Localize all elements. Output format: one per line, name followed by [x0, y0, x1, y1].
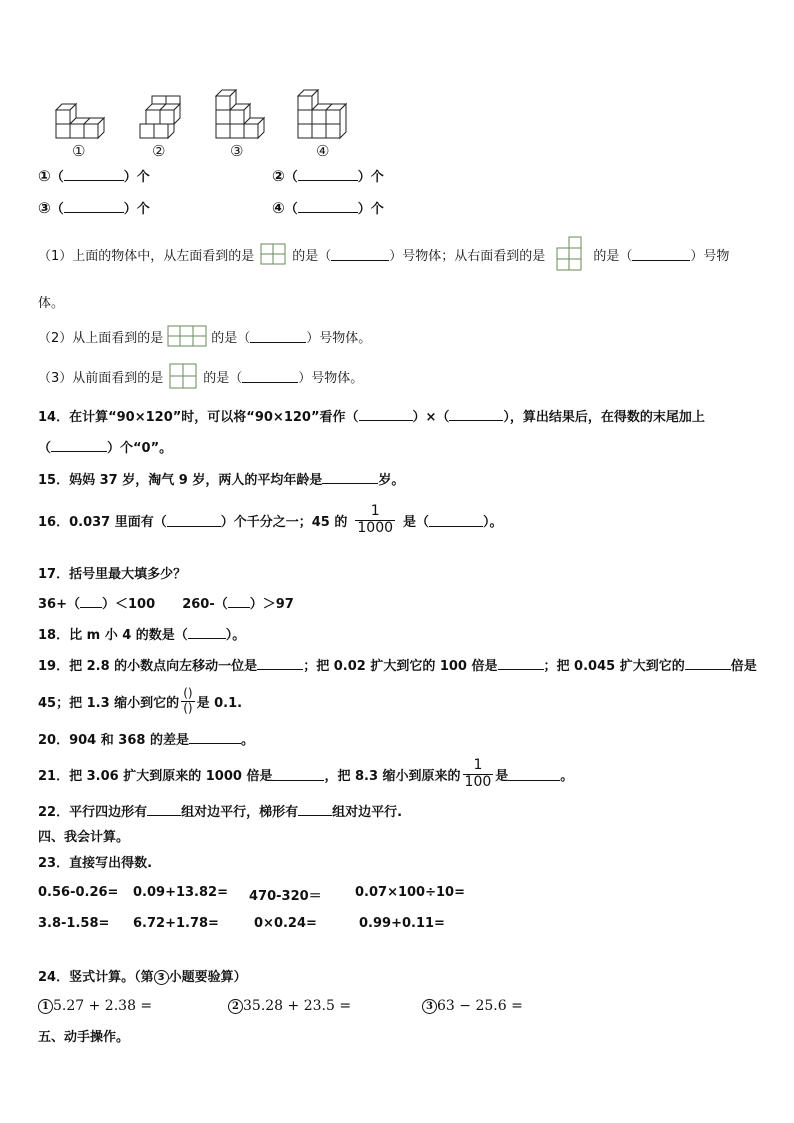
- answer-blank[interactable]: [685, 657, 731, 670]
- answer-blank[interactable]: [508, 768, 560, 781]
- answer-blank[interactable]: [272, 768, 324, 781]
- answer-blank[interactable]: [331, 248, 389, 261]
- section-4-heading: 四、我会计算。: [38, 830, 130, 845]
- answer-blank[interactable]: [80, 595, 102, 608]
- figure-label-1: ①: [72, 142, 86, 160]
- answer-blank[interactable]: [449, 408, 503, 421]
- fraction-1-1000: $\frac{1}{1000}$: [357, 503, 394, 536]
- cube-figure-2: [136, 92, 188, 142]
- cube-figure-1: [52, 96, 108, 142]
- views-question-3: （3）从前面看到的是 的是（ ）号物体。: [38, 362, 363, 390]
- views-question-1-cont: 体。: [38, 296, 65, 311]
- view-two-square-icon: [260, 243, 286, 265]
- figure-label-4: ④: [316, 142, 330, 160]
- answer-blank[interactable]: [498, 657, 544, 670]
- fraction-blank[interactable]: $\frac{()}{()}$: [183, 686, 193, 715]
- question-14: 14．在计算“90×120”时，可以将“90×120”看作（ ）×（ ），算出结果后，在得数的末尾加上: [38, 410, 705, 425]
- answer-blank[interactable]: [322, 471, 378, 484]
- calc-row-1-item-4: 0.07×100÷10=: [355, 885, 465, 900]
- circled-number: 1: [38, 999, 53, 1014]
- answer-blank[interactable]: [298, 168, 358, 181]
- question-21: 21．把 3.06 扩大到原来的 1000 倍是 ，把 8.3 缩小到原来的 $\frac{1}{100}$ 是 。: [38, 757, 574, 790]
- question-19-cont: 45；把 1.3 缩小到它的 $\frac{()}{()}$ 是 0.1.: [38, 686, 243, 715]
- view-top-icon: [167, 325, 207, 347]
- calc-row-1-item-1: 0.56-0.26=: [38, 885, 119, 900]
- question-17-items: 36+（ ）＜100 260-（ ）＞97: [38, 597, 294, 612]
- figure-label-3: ③: [230, 142, 244, 160]
- question-19: 19．把 2.8 的小数点向左移动一位是 ；把 0.02 扩大到它的 100 倍是 ；把 0.045 扩大到它的 倍是: [38, 659, 757, 674]
- calc-row-2-item-3: 0×0.24=: [254, 916, 317, 931]
- question-14-cont: （ ）个“0”。: [38, 441, 173, 456]
- answer-blank[interactable]: [64, 168, 124, 181]
- views-question-2: （2）从上面看到的是 的是（ ）号物体。: [38, 323, 371, 349]
- circled-number: 3: [154, 970, 169, 985]
- answer-blank[interactable]: [167, 514, 221, 527]
- answer-blank[interactable]: [242, 370, 298, 383]
- view-front-icon: [169, 363, 197, 389]
- answer-blank[interactable]: [228, 595, 250, 608]
- calc-row-2-item-1: 3.8-1.58=: [38, 916, 110, 931]
- calc-row-1-item-2: 0.09+13.82=: [133, 885, 228, 900]
- answer-blank[interactable]: [359, 408, 413, 421]
- count-row-2: ②（ ）个: [272, 167, 384, 185]
- answer-blank[interactable]: [188, 626, 226, 639]
- question-15: 15．妈妈 37 岁，淘气 9 岁，两人的平均年龄是 岁。: [38, 473, 405, 488]
- answer-blank[interactable]: [147, 803, 181, 816]
- question-18: 18．比 m 小 4 的数是（ ）。: [38, 628, 246, 643]
- circled-number: 2: [228, 999, 243, 1014]
- answer-blank[interactable]: [64, 200, 124, 213]
- question-17-title: 17．括号里最大填多少？: [38, 567, 187, 582]
- vertical-calc-1: 1 5.27 + 2.38 =: [38, 998, 152, 1014]
- calc-row-2-item-4: 0.99+0.11=: [359, 916, 445, 931]
- question-22: 22．平行四边形有 组对边平行，梯形有 组对边平行.: [38, 805, 403, 820]
- answer-blank[interactable]: [250, 330, 306, 343]
- circled-number: 3: [422, 999, 437, 1014]
- answer-blank[interactable]: [298, 200, 358, 213]
- answer-blank[interactable]: [298, 803, 332, 816]
- figure-label-2: ②: [152, 142, 166, 160]
- answer-blank[interactable]: [632, 248, 690, 261]
- answer-blank[interactable]: [257, 657, 303, 670]
- cube-figure-3: [212, 84, 268, 142]
- count-row-1: ①（ ）个: [38, 167, 150, 185]
- section-5-heading: 五、动手操作。: [38, 1030, 130, 1045]
- question-16: 16．0.037 里面有（ ）个千分之一；45 的 $\frac{1}{1000}$ 是（ ）。: [38, 503, 503, 536]
- question-24-title: 24．竖式计算。（第 3 小题要验算）: [38, 970, 247, 985]
- vertical-calc-2: 2 35.28 + 23.5 =: [228, 998, 351, 1014]
- vertical-calc-3: 3 63 − 25.6 =: [422, 998, 523, 1014]
- view-tower-icon: [555, 236, 583, 272]
- calc-row-1-item-3: 470-320＝: [249, 889, 322, 904]
- fraction-1-100: $\frac{1}{100}$: [464, 757, 492, 790]
- views-question-1: （1）上面的物体中，从左面看到的是 的是（ ）号物体；从右面看到的是 的是（ ）号物: [38, 240, 729, 268]
- question-20: 20．904 和 368 的差是 。: [38, 733, 254, 748]
- question-23-title: 23．直接写出得数.: [38, 856, 153, 871]
- answer-blank[interactable]: [189, 731, 241, 744]
- cube-figure-4: [294, 84, 354, 142]
- calc-row-2-item-2: 6.72+1.78=: [133, 916, 219, 931]
- answer-blank[interactable]: [51, 439, 107, 452]
- count-row-3: ③（ ）个: [38, 199, 150, 217]
- answer-blank[interactable]: [429, 514, 483, 527]
- count-row-4: ④（ ）个: [272, 199, 384, 217]
